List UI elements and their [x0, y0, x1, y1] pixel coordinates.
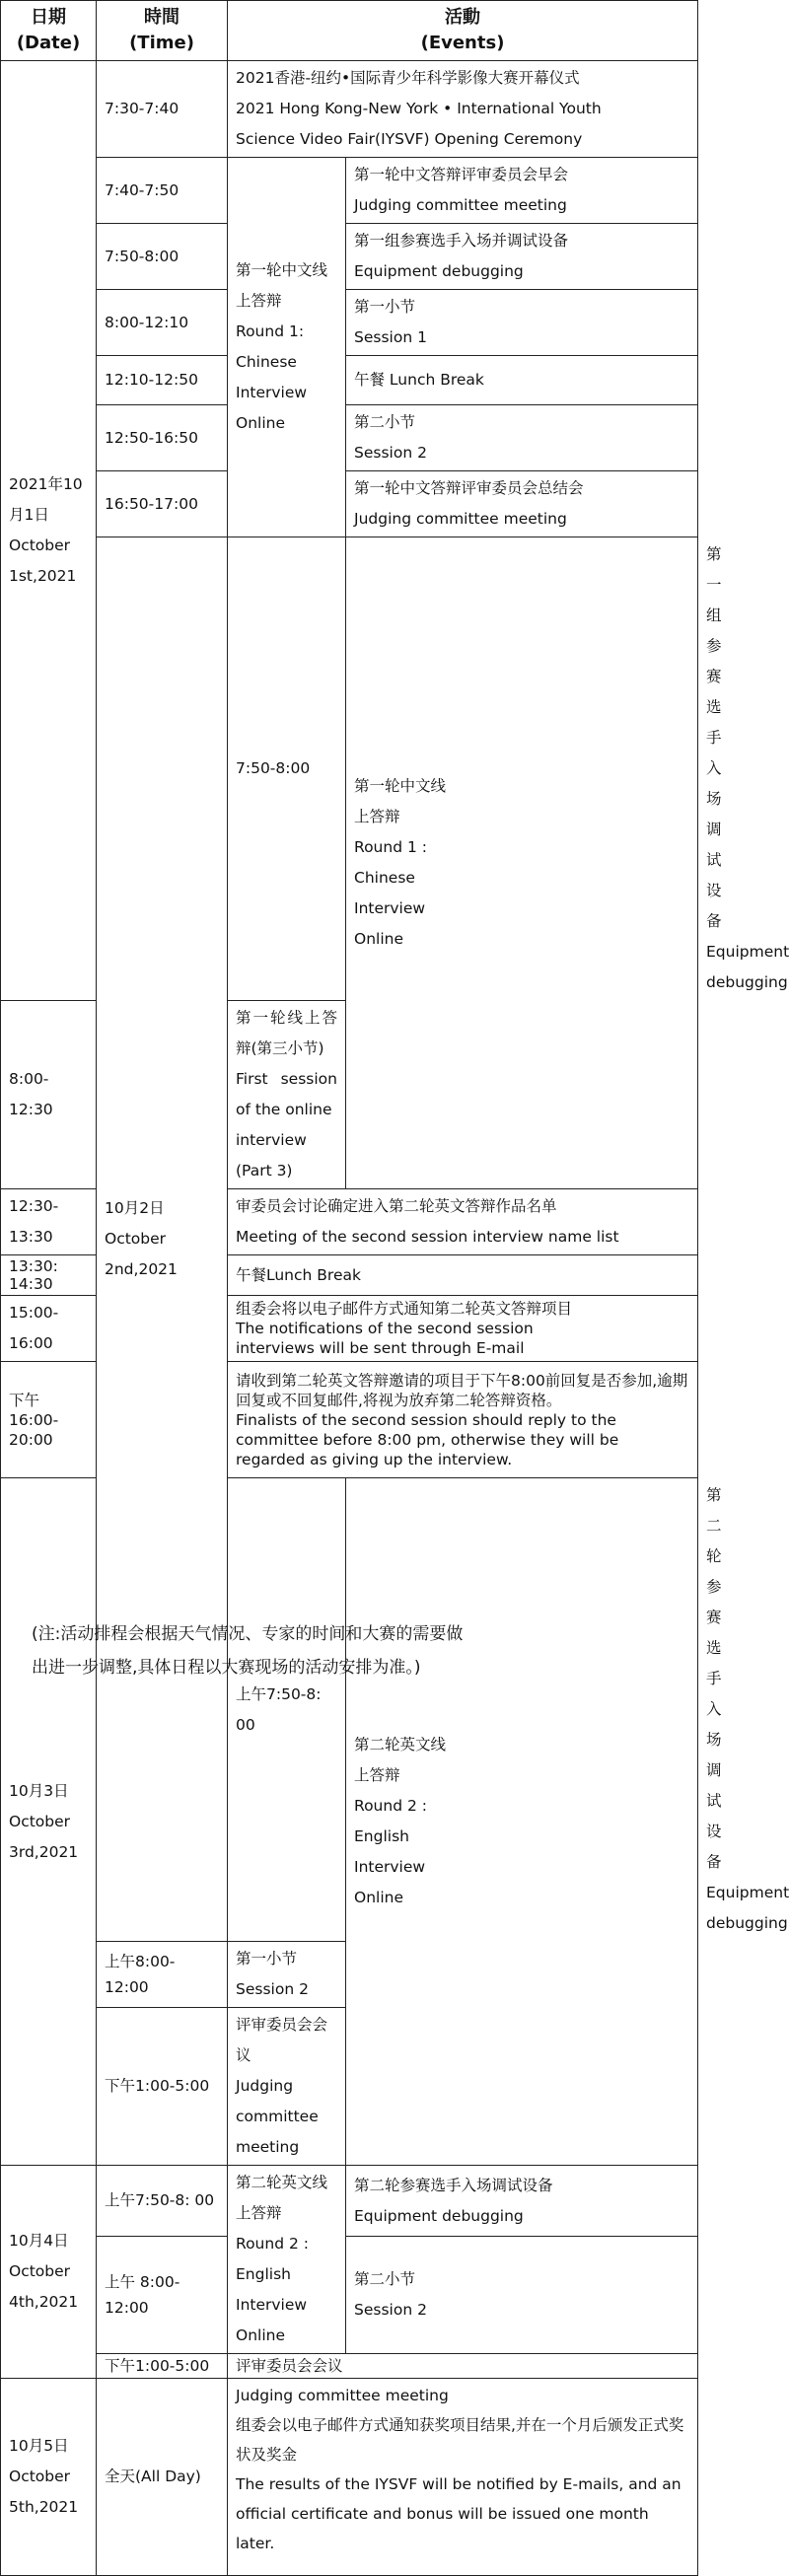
- footnote-line: (注:活动排程会根据天气情况、专家的时间和大赛的需要做: [32, 1624, 464, 1644]
- header-row: [1, 1, 698, 61]
- time-cell: 上午7:50-8: 00: [97, 2166, 228, 2237]
- event-cell: 请收到第二轮英文答辩邀请的项目于下午8:00前回复是否参加,逾期回复或不回复邮件,将视为放弃第二轮答辩资格。 Finalists of the second session should reply to the committee before 8:00 pm, otherwise they will be regarded as giving up the interview.: [228, 1362, 698, 1478]
- event-cell: 第一组参赛选手入场并调试设备 Equipment debugging: [346, 224, 698, 290]
- event-cell: 第二小节 Session 2: [346, 2237, 698, 2354]
- event-cell: 第一小节 Session 1: [346, 290, 698, 356]
- time-cell: 7:40-7:50: [97, 158, 228, 224]
- time-cell: 12:30-13:30: [1, 1189, 97, 1255]
- time-cell: 下午1:00-5:00: [97, 2008, 228, 2166]
- time-cell: 7:50-8:00: [228, 537, 346, 1001]
- event-cell: 第一轮中文答辩评审委员会总结会 Judging committee meeting: [346, 471, 698, 537]
- table-row: [1, 2166, 698, 2237]
- table-row: [1, 405, 698, 471]
- time-cell: 下午16:00-20:00: [1, 1362, 97, 1478]
- time-cell: 15:00-16:00: [1, 1296, 97, 1362]
- table-row: [1, 158, 698, 224]
- table-row: 10月3日 October 3rd,2021 上午7:50-8: 00 第二轮英文线 上答辩 Round 2 : English Interview Online 第二轮参赛选手入场调试设备 Equipment debugging: [1, 1478, 698, 1942]
- table-row: [1, 290, 698, 356]
- round-cell-day4: 第二轮英文线 上答辩 Round 2 : English Interview Online: [228, 2166, 346, 2354]
- event-cell: 2021香港-纽约•国际青少年科学影像大赛开幕仪式 2021 Hong Kong-New York • International Youth Science Video Fair(IYSVF) Opening Ceremony: [228, 61, 698, 158]
- time-cell: 13:30: 14:30: [1, 1255, 97, 1296]
- round-cell-day1: 第一轮中文线 上答辩 Round 1: Chinese Interview Online: [228, 158, 346, 537]
- table-row: [1, 2237, 698, 2354]
- footnote-line: 出进一步调整,具体日程以大赛现场的活动安排为准。): [32, 1658, 421, 1678]
- table-row: [1, 2354, 698, 2379]
- event-cell: 午餐 Lunch Break: [346, 356, 698, 405]
- event-cell: 第一轮中文答辩评审委员会早会 Judging committee meeting: [346, 158, 698, 224]
- header-events: 活動 (Events): [228, 1, 698, 61]
- time-cell: 全天(All Day): [97, 2379, 228, 2576]
- event-cell: 审委员会讨论确定进入第二轮英文答辩作品名单 Meeting of the second session interview name list: [228, 1189, 698, 1255]
- table-row: 10月2日 October 2nd,2021 7:50-8:00 第一轮中文线 上答辩 Round 1 : Chinese Interview Online 第一组参赛选手入场调试设备 Equipment debugging: [1, 537, 698, 1001]
- event-cell: 午餐Lunch Break: [228, 1255, 698, 1296]
- event-cell: 组委会将以电子邮件方式通知第二轮英文答辩项目 The notifications of the second session interviews will be sent through E-mail: [228, 1296, 698, 1362]
- date-cell-day3: 10月3日 October 3rd,2021: [1, 1478, 97, 2166]
- date-cell-day1: 2021年10 月1日 October 1st,2021: [1, 61, 97, 1001]
- time-cell: 上午7:50-8: 00: [228, 1478, 346, 1942]
- event-cell: Judging committee meeting 组委会以电子邮件方式通知获奖项目结果,并在一个月后颁发正式奖状及奖金 The results of the IYSVF will be notified by E-mails, and an official certificate and bonus will be issued one month later.: [228, 2379, 698, 2576]
- table-row: [1, 224, 698, 290]
- header-time: 時間 (Time): [97, 1, 228, 61]
- time-cell: 16:50-17:00: [97, 471, 228, 537]
- time-cell: 8:00-12:30: [1, 1001, 97, 1189]
- table-row: [1, 356, 698, 405]
- time-cell: 12:10-12:50: [97, 356, 228, 405]
- time-cell: 7:50-8:00: [97, 224, 228, 290]
- table-row: [1, 471, 698, 537]
- time-cell: 8:00-12:10: [97, 290, 228, 356]
- date-cell-day2: 10月2日 October 2nd,2021: [97, 537, 228, 1942]
- event-cell: 第二小节 Session 2: [346, 405, 698, 471]
- time-cell: 下午1:00-5:00: [97, 2354, 228, 2379]
- time-cell: 上午8:00-12:00: [97, 1942, 228, 2008]
- time-cell: 7:30-7:40: [97, 61, 228, 158]
- event-cell: 第一小节 Session 2: [228, 1942, 346, 2008]
- event-cell: 第一轮线上答辩(第三小节) First session of the online interview (Part 3): [228, 1001, 346, 1189]
- time-cell: 12:50-16:50: [97, 405, 228, 471]
- round-cell-day3: 第二轮英文线 上答辩 Round 2 : English Interview Online: [346, 1478, 698, 2166]
- table-row: [1, 2379, 698, 2576]
- event-cell: 第二轮参赛选手入场调试设备 Equipment debugging: [346, 2166, 698, 2237]
- table-row: [1, 61, 698, 158]
- header-date: 日期 (Date): [1, 1, 97, 61]
- date-cell-day4: 10月4日 October 4th,2021: [1, 2166, 97, 2379]
- event-cell: 评审委员会会议 Judging committee meeting: [228, 2008, 346, 2166]
- footnote: [32, 1617, 673, 1684]
- round-cell-day2: 第一轮中文线 上答辩 Round 1 : Chinese Interview Online: [346, 537, 698, 1189]
- event-cell: 评审委员会会议: [228, 2354, 698, 2379]
- time-cell: 上午 8:00-12:00: [97, 2237, 228, 2354]
- date-cell-day5: 10月5日 October 5th,2021: [1, 2379, 97, 2576]
